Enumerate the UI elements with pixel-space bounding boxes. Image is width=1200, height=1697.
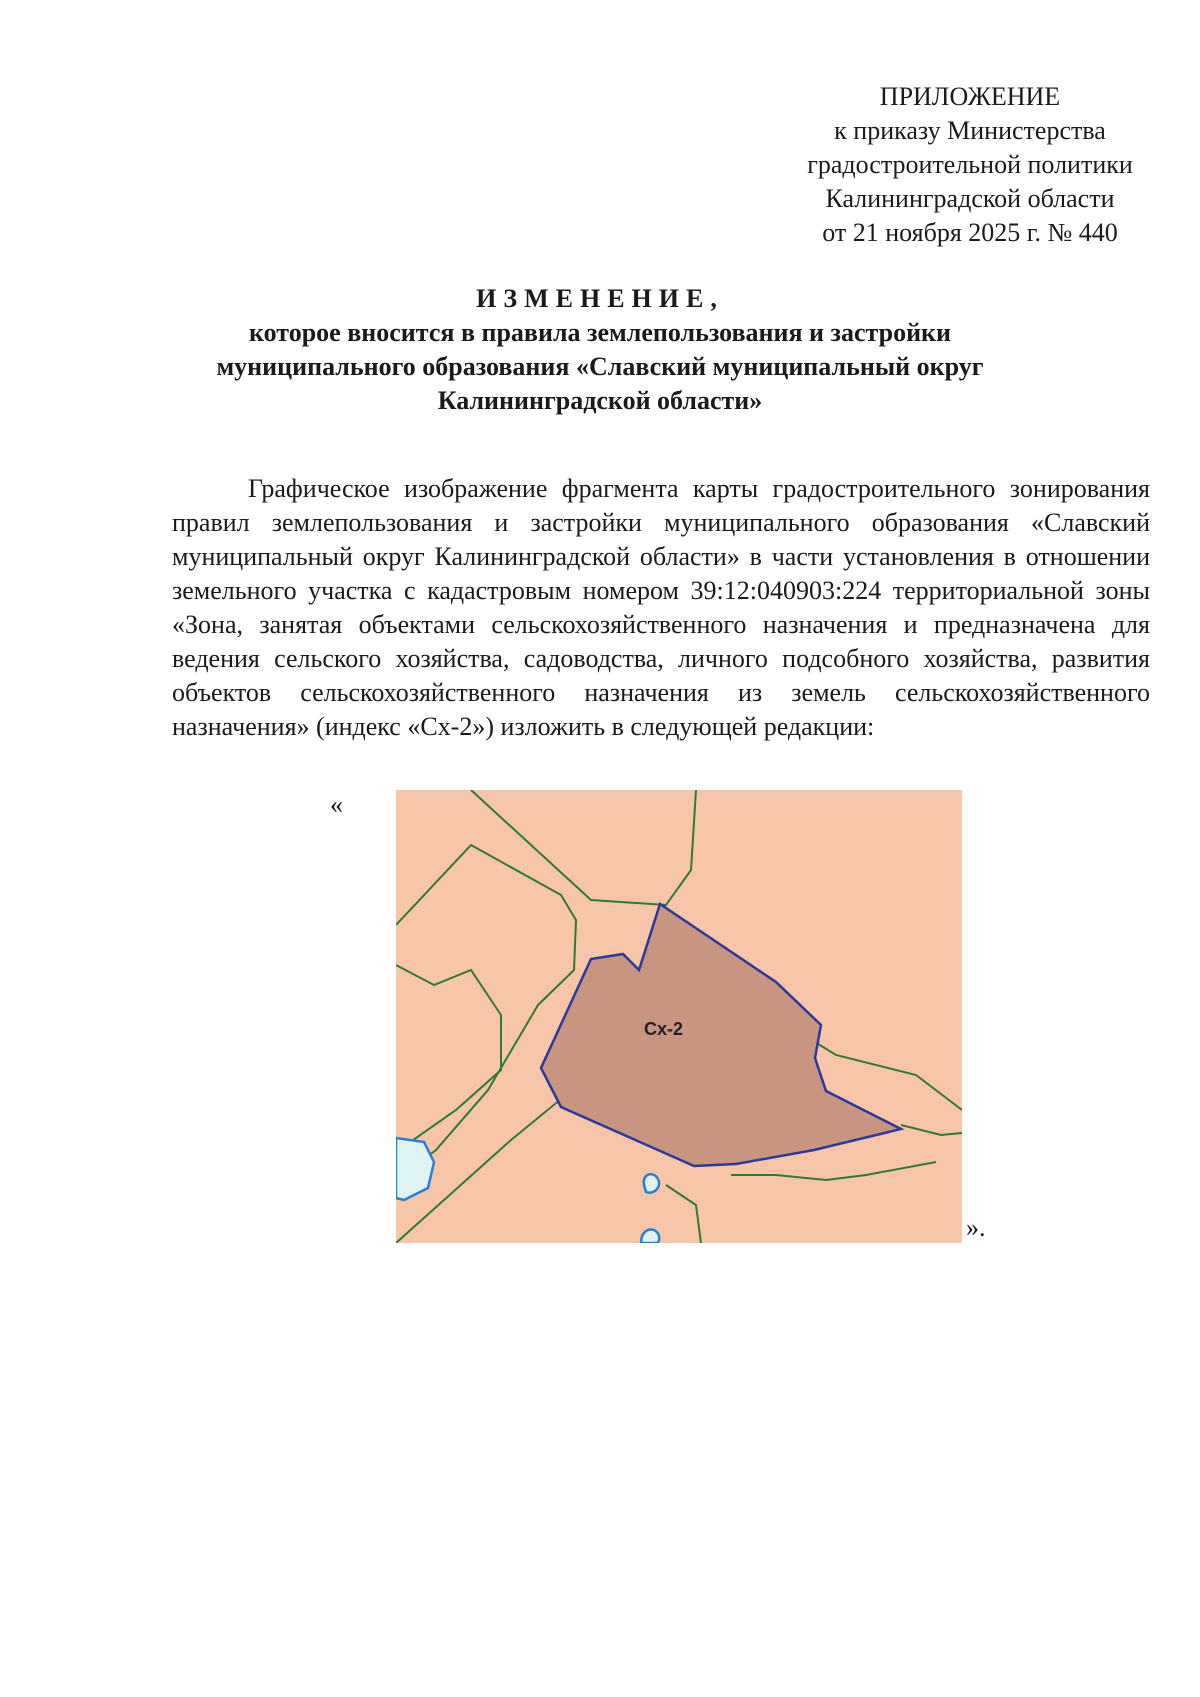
- body-paragraph: Графическое изображение фрагмента карты градостроительного зонирования правил землепользования и застройки муниципального образования «Славский муниципальный округ Калининградской области» в части установления в отношении земельного участка с кадастровым номером 39:12:040903:224 территориальной зоны «Зона, занятая объектами сельскохозяйственного назначения и предназначена для ведения сельского хозяйства, садоводства, личного подсобного хозяйства, развития объектов сельскохозяйственного назначения из земель сельскохозяйственного назначения» (индекс «Сх-2») изложить в следующей редакции:: [172, 474, 1150, 741]
- appendix-header: [780, 80, 1160, 250]
- document-title: [150, 282, 1050, 418]
- appendix-line: градостроительной политики: [807, 150, 1133, 179]
- closing-quote: ».: [966, 1213, 986, 1242]
- title-line: Калининградской области»: [437, 386, 763, 415]
- water-body-small: [644, 1174, 659, 1192]
- zone-label: Сх-2: [644, 1019, 684, 1039]
- title-main: ИЗМЕНЕНИЕ,: [476, 284, 724, 313]
- water-body-edge: [641, 1230, 659, 1243]
- title-line: которое вносится в правила землепользования и застройки: [248, 318, 952, 347]
- appendix-line: Калининградской области: [825, 184, 1115, 213]
- zoning-map: [396, 790, 962, 1243]
- title-line: муниципального образования «Славский муниципальный округ: [216, 352, 984, 381]
- appendix-order-date: от 21 ноября 2025 г. № 440: [822, 218, 1118, 247]
- appendix-title: ПРИЛОЖЕНИЕ: [879, 82, 1061, 111]
- appendix-line: к приказу Министерства: [834, 116, 1106, 145]
- opening-quote: «: [330, 790, 343, 819]
